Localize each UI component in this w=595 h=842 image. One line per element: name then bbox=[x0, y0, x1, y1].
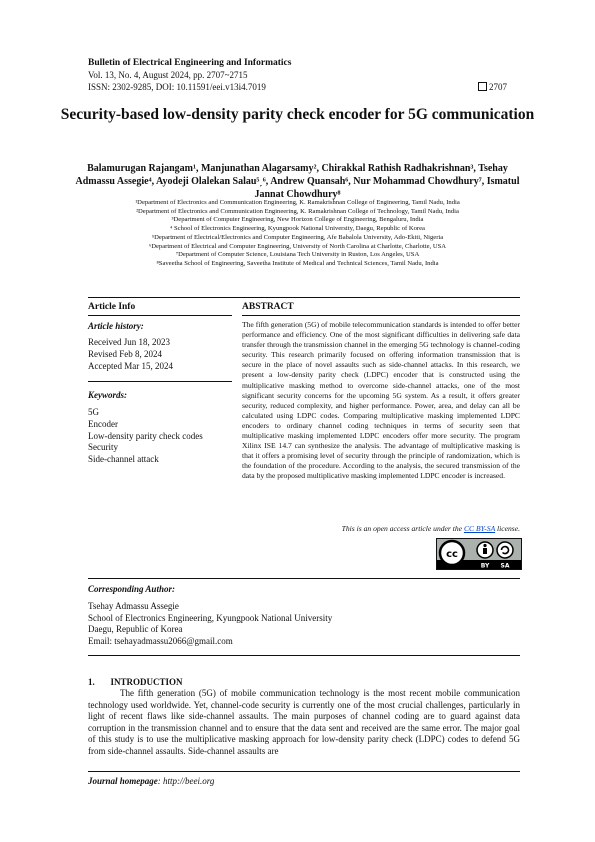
cc-by-label: BY bbox=[480, 562, 490, 569]
svg-text:cc: cc bbox=[446, 549, 458, 560]
history-item: Accepted Mar 15, 2024 bbox=[88, 360, 173, 371]
footer-url[interactable]: : http://beei.org bbox=[157, 776, 215, 786]
affiliations bbox=[70, 199, 525, 269]
license-suffix: license. bbox=[495, 524, 520, 533]
license-line bbox=[342, 524, 520, 533]
keyword: 5G bbox=[88, 407, 99, 417]
license-link[interactable]: CC BY-SA bbox=[463, 524, 496, 533]
affiliation: ⁴ School of Electronics Engineering, Kyungpook National University, Daegu, Republic of Korea bbox=[170, 225, 425, 233]
footer-rule bbox=[88, 771, 520, 772]
affiliation: ²Department of Electronics and Communication Engineering, K. Ramakrishnan College of Technology, Tamil Nadu, India bbox=[136, 207, 459, 215]
footer-label: Journal homepage bbox=[88, 776, 158, 786]
volume-info: Vol. 13, No. 4, August 2024, pp. 2707~2715 bbox=[88, 70, 248, 80]
affiliation: ⁶Department of Electrical and Computer Engineering, University of North Carolina at Charlotte, Charlotte, USA bbox=[148, 242, 447, 250]
abstract-heading: ABSTRACT bbox=[242, 302, 294, 312]
affiliation: ⁷Department of Computer Science, Louisiana Tech University in Ruston, Los Angeles, USA bbox=[175, 251, 420, 259]
article-info-heading: Article Info bbox=[88, 302, 136, 312]
abstract-text: The fifth generation (5G) of mobile telecommunication standards is intended to offer better performance and efficiency. One of the most significant difficulties in delivering safe data transfer through the transmission channel in the emerging 5G technology is channel-coding security. This research primarily focused on offering information transmission that is secure in the place of novel assaults such as side-channel attacks. In this research, we present a low-density parity check (LDPC) encoder that is constructed using the multiplicative masking method to overcome side-channel attacks, one of the most significant security concerns for the upcoming 5G system. As a result, it offers greater security, reduced complexity, and higher performance. Power, area, and delay can all be calculated using LDPC codes. Comparing multiplicative masking implemented LDPC encoders to ordinary channel coding techniques in terms of security seen that multiplicative masking implemented LDPC encoders offer more security. The program Xilinx ISE 14.7 can synthesize the analysis. The advantage of multiplicative masking is that it offers a promising level of security through the principle of randomization, which is the foundation of the procedure. According to the analysis, the secured transmission of the data by the proposed multiplicative masking implemented LDPC encoder is increased. bbox=[242, 320, 520, 481]
affiliation: ⁸Saveetha School of Engineering, Saveetha Institute of Medical and Technical Sciences, Tamil Nadu, India bbox=[156, 259, 439, 267]
corresponding-heading: Corresponding Author: bbox=[88, 584, 175, 594]
top-rule bbox=[88, 297, 520, 298]
corr-name: Tsehay Admassu Assegie bbox=[88, 601, 179, 611]
keyword: Low-density parity check codes bbox=[88, 430, 203, 441]
article-history-label: Article history: bbox=[88, 321, 144, 331]
affiliation: ⁵Department of Electrical/Electronics and Computer Engineering, Afe Babalola University, Ado-Ekiti, Nigeria bbox=[151, 233, 444, 241]
paper-title: Security-based low-density parity check encoder for 5G communication bbox=[60, 106, 535, 123]
keywords-label: Keywords: bbox=[88, 390, 127, 400]
corresponding-details bbox=[88, 601, 332, 647]
corr-top-rule bbox=[88, 578, 520, 579]
abstract-rule bbox=[242, 315, 520, 316]
keyword: Encoder bbox=[88, 418, 118, 429]
page-number: 2707 bbox=[489, 82, 507, 92]
corr-school: School of Electronics Engineering, Kyungpook National University bbox=[88, 612, 333, 623]
cc-by-sa-badge[interactable] bbox=[436, 538, 522, 570]
license-prefix: This is an open access article under the bbox=[341, 524, 464, 533]
affiliation: ³Department of Computer Engineering, New Horizon College of Engineering, Bengaluru, India bbox=[171, 216, 424, 224]
affiliation: ¹Department of Electronics and Communication Engineering, K. Ramakrishnan College of Engineering, Tamil Nadu, India bbox=[135, 199, 460, 206]
page-box-icon bbox=[478, 82, 487, 91]
section-body bbox=[88, 688, 520, 757]
cc-logo-icon bbox=[437, 539, 521, 569]
history-item: Received Jun 18, 2023 bbox=[88, 337, 170, 347]
journal-name: Bulletin of Electrical Engineering and Informatics bbox=[88, 58, 292, 68]
keywords-list bbox=[88, 407, 203, 466]
footer bbox=[88, 776, 214, 786]
keyword: Side-channel attack bbox=[88, 454, 159, 465]
cc-sa-label: SA bbox=[500, 562, 510, 569]
keyword: Security bbox=[88, 442, 118, 453]
article-history bbox=[88, 337, 173, 372]
corr-email[interactable]: Email: tsehayadmassu2066@gmail.com bbox=[88, 635, 233, 646]
section-heading: 1. INTRODUCTION bbox=[88, 677, 183, 687]
article-info-rule bbox=[88, 315, 232, 316]
corr-location: Daegu, Republic of Korea bbox=[88, 624, 183, 635]
issn-doi: ISSN: 2302-9285, DOI: 10.11591/eei.v13i4.7019 bbox=[88, 82, 266, 92]
section-text: The fifth generation (5G) of mobile communication technology is the most recent mobile communication technology used worldwide. Yet, channel-code security is currently one of the most crucial challenges, particularly in light of recent flaws like side-channel assaults. The main purposes of channel coding are to guard against data corruption in the transmission channel and to ensure that the data sent and received are the same error. The major goal of this study is to use the multiplicative masking approach for low-density parity check (LDPC) codes to defend 5G from side-channel assaults. Side-channel assaults are bbox=[88, 688, 520, 756]
corr-bottom-rule bbox=[88, 655, 520, 656]
author-list: Balamurugan Rajangam¹, Manjunathan Alagarsamy², Chirakkal Rathish Radhakrishnan³, Tsehay Admassu Assegie⁴, Ayodeji Olalekan Salau⁵ˏ⁶, Andrew Quansah⁶, Nur Mohammad Chowdhury⁷, Ismatul Jannat Chowdhury⁸ bbox=[75, 163, 520, 200]
history-item: Revised Feb 8, 2024 bbox=[88, 348, 162, 359]
keywords-rule bbox=[88, 381, 232, 382]
